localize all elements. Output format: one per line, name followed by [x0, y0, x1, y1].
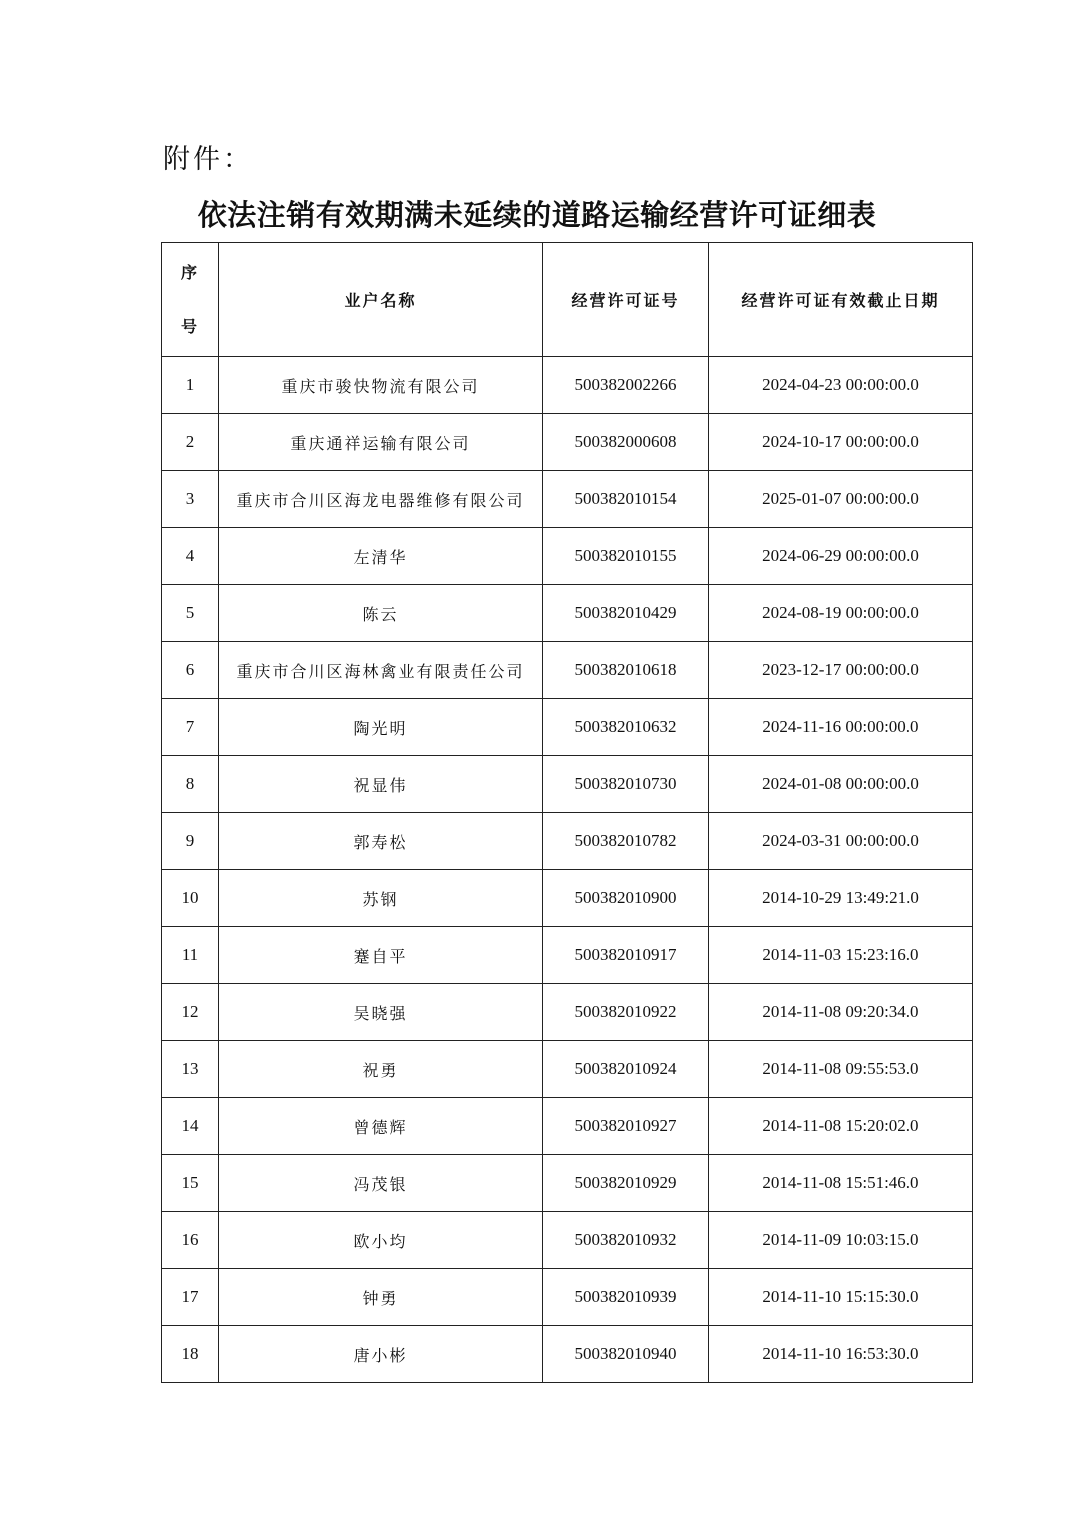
row-license: 500382010782 — [543, 813, 709, 870]
row-license: 500382010924 — [543, 1041, 709, 1098]
table-row — [162, 528, 973, 585]
row-name: 欧小均 — [219, 1212, 543, 1269]
row-number: 13 — [162, 1041, 219, 1098]
table-row — [162, 1098, 973, 1155]
license-table — [161, 242, 973, 1383]
row-number: 7 — [162, 699, 219, 756]
row-license: 500382010917 — [543, 927, 709, 984]
row-number: 8 — [162, 756, 219, 813]
row-name: 吴晓强 — [219, 984, 543, 1041]
row-number: 9 — [162, 813, 219, 870]
document-title: 依法注销有效期满未延续的道路运输经营许可证细表 — [197, 198, 877, 232]
row-expiry: 2014-11-10 16:53:30.0 — [709, 1326, 973, 1383]
row-expiry: 2024-01-08 00:00:00.0 — [709, 756, 973, 813]
row-name: 左清华 — [219, 528, 543, 585]
row-expiry: 2014-11-10 15:15:30.0 — [709, 1269, 973, 1326]
row-number: 14 — [162, 1098, 219, 1155]
row-license: 500382010632 — [543, 699, 709, 756]
row-name: 冯茂银 — [219, 1155, 543, 1212]
row-number: 16 — [162, 1212, 219, 1269]
row-number: 4 — [162, 528, 219, 585]
row-expiry: 2024-04-23 00:00:00.0 — [709, 357, 973, 414]
row-number: 11 — [162, 927, 219, 984]
row-name: 陈云 — [219, 585, 543, 642]
row-expiry: 2014-11-08 09:55:53.0 — [709, 1041, 973, 1098]
row-expiry: 2024-03-31 00:00:00.0 — [709, 813, 973, 870]
row-expiry: 2024-06-29 00:00:00.0 — [709, 528, 973, 585]
table-row — [162, 585, 973, 642]
row-expiry: 2024-10-17 00:00:00.0 — [709, 414, 973, 471]
header-license: 经营许可证号 — [543, 243, 709, 357]
row-license: 500382010940 — [543, 1326, 709, 1383]
row-license: 500382010932 — [543, 1212, 709, 1269]
row-license: 500382010154 — [543, 471, 709, 528]
table-row — [162, 1212, 973, 1269]
table-row — [162, 1269, 973, 1326]
row-name: 唐小彬 — [219, 1326, 543, 1383]
row-license: 500382010900 — [543, 870, 709, 927]
header-seq-top: 序 — [180, 262, 199, 282]
row-expiry: 2024-11-16 00:00:00.0 — [709, 699, 973, 756]
row-expiry: 2014-11-08 09:20:34.0 — [709, 984, 973, 1041]
row-license: 500382010929 — [543, 1155, 709, 1212]
row-expiry: 2014-11-08 15:51:46.0 — [709, 1155, 973, 1212]
row-expiry: 2024-08-19 00:00:00.0 — [709, 585, 973, 642]
row-number: 5 — [162, 585, 219, 642]
row-license: 500382000608 — [543, 414, 709, 471]
row-name: 祝显伟 — [219, 756, 543, 813]
row-expiry: 2014-11-08 15:20:02.0 — [709, 1098, 973, 1155]
row-name: 郭寿松 — [219, 813, 543, 870]
table-row — [162, 927, 973, 984]
header-expiry: 经营许可证有效截止日期 — [709, 243, 973, 357]
table-header-row — [162, 243, 973, 357]
table-row — [162, 414, 973, 471]
row-name: 重庆市合川区海林禽业有限责任公司 — [219, 642, 543, 699]
row-number: 18 — [162, 1326, 219, 1383]
row-name: 苏钢 — [219, 870, 543, 927]
row-expiry: 2014-11-09 10:03:15.0 — [709, 1212, 973, 1269]
row-license: 500382010922 — [543, 984, 709, 1041]
row-number: 1 — [162, 357, 219, 414]
row-name: 蹇自平 — [219, 927, 543, 984]
row-number: 15 — [162, 1155, 219, 1212]
table-row — [162, 1041, 973, 1098]
table-row — [162, 870, 973, 927]
row-name: 曾德辉 — [219, 1098, 543, 1155]
row-name: 陶光明 — [219, 699, 543, 756]
row-name: 钟勇 — [219, 1269, 543, 1326]
table-row — [162, 471, 973, 528]
header-name: 业户名称 — [219, 243, 543, 357]
table-row — [162, 756, 973, 813]
row-license: 500382010429 — [543, 585, 709, 642]
row-name: 重庆市骏快物流有限公司 — [219, 357, 543, 414]
row-license: 500382010618 — [543, 642, 709, 699]
table-row — [162, 699, 973, 756]
table-row — [162, 1326, 973, 1383]
row-number: 6 — [162, 642, 219, 699]
row-license: 500382010730 — [543, 756, 709, 813]
row-expiry: 2023-12-17 00:00:00.0 — [709, 642, 973, 699]
row-expiry: 2014-10-29 13:49:21.0 — [709, 870, 973, 927]
row-license: 500382010155 — [543, 528, 709, 585]
table-row — [162, 813, 973, 870]
attachment-label: 附件： — [163, 144, 253, 175]
row-expiry: 2025-01-07 00:00:00.0 — [709, 471, 973, 528]
row-number: 12 — [162, 984, 219, 1041]
row-name: 祝勇 — [219, 1041, 543, 1098]
row-number: 10 — [162, 870, 219, 927]
row-number: 2 — [162, 414, 219, 471]
table-row — [162, 1155, 973, 1212]
row-name: 重庆通祥运输有限公司 — [219, 414, 543, 471]
table-row — [162, 642, 973, 699]
row-number: 3 — [162, 471, 219, 528]
header-seq — [162, 243, 219, 357]
row-name: 重庆市合川区海龙电器维修有限公司 — [219, 471, 543, 528]
header-seq-bottom: 号 — [180, 316, 199, 336]
table-row — [162, 984, 973, 1041]
row-number: 17 — [162, 1269, 219, 1326]
row-license: 500382010927 — [543, 1098, 709, 1155]
row-license: 500382002266 — [543, 357, 709, 414]
table-row — [162, 357, 973, 414]
row-expiry: 2014-11-03 15:23:16.0 — [709, 927, 973, 984]
row-license: 500382010939 — [543, 1269, 709, 1326]
